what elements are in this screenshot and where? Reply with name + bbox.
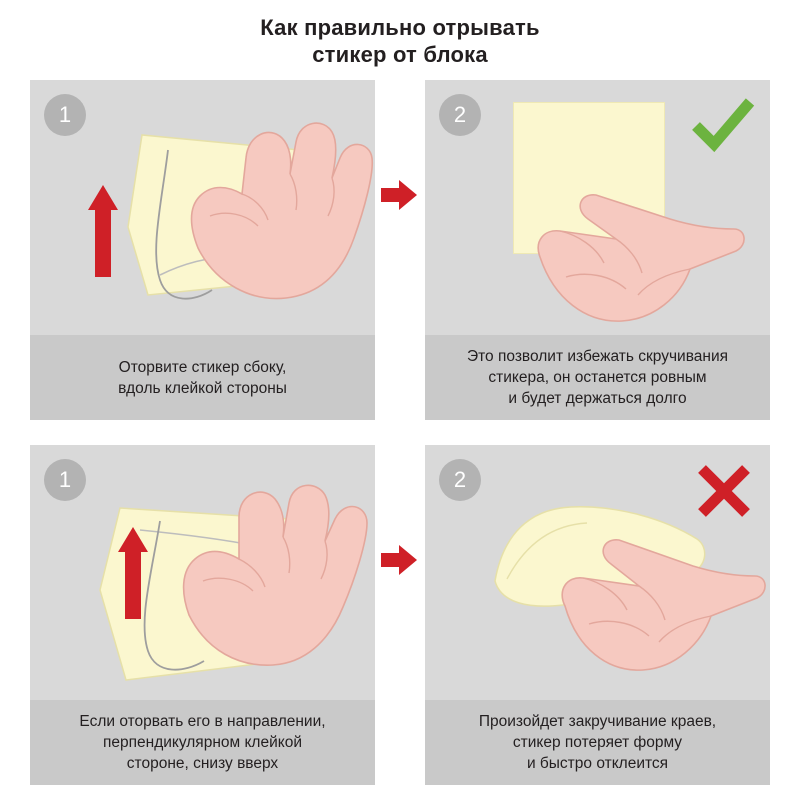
panel-step-3 [30, 445, 375, 785]
check-icon [692, 98, 754, 154]
caption-line: и будет держаться долго [508, 390, 687, 407]
step-badge: 1 [44, 459, 86, 501]
step-badge: 2 [439, 459, 481, 501]
caption-line: Произойдет закручивание краев, [478, 713, 717, 730]
hand-holding [530, 185, 750, 335]
arrow-step3-to-step4-icon [375, 540, 425, 580]
peel-curl-line [116, 140, 296, 320]
panel-2-caption [425, 335, 770, 420]
caption-line: Оторвите стикер сбоку, [118, 358, 287, 376]
caption-line: Если оторвать его в направлении, [79, 713, 326, 730]
page-title-line-1: Как правильно отрывать [260, 15, 540, 40]
caption-line: стороне, снизу вверх [126, 755, 279, 772]
step-badge: 2 [439, 94, 481, 136]
caption-line: перпендикулярном клейкой [102, 734, 302, 751]
page-title [0, 14, 800, 68]
up-arrow-icon [88, 185, 118, 280]
panel-3-illustration [30, 445, 375, 700]
up-arrow-icon [118, 527, 148, 622]
panel-4-caption [425, 700, 770, 785]
panel-step-1 [30, 80, 375, 420]
panel-4-illustration [425, 445, 770, 700]
step-badge: 1 [44, 94, 86, 136]
panel-grid [30, 80, 770, 790]
panel-1-illustration [30, 80, 375, 335]
cross-icon [696, 463, 752, 519]
caption-line: Это позволит избежать скручивания [466, 348, 728, 365]
caption-line: стикера, он останется ровным [488, 369, 707, 386]
panel-3-caption [30, 700, 375, 785]
caption-line: вдоль клейкой стороны [118, 379, 287, 397]
arrow-step1-to-step2-icon [375, 175, 425, 215]
panel-2-illustration [425, 80, 770, 335]
caption-line: и быстро отклеится [526, 755, 669, 772]
panel-1-caption [30, 335, 375, 420]
page-title-line-2: стикер от блока [312, 42, 488, 67]
caption-line: стикер потеряет форму [512, 734, 683, 751]
panel-step-2 [425, 80, 770, 420]
hand-holding [555, 520, 770, 700]
panel-step-4 [425, 445, 770, 785]
